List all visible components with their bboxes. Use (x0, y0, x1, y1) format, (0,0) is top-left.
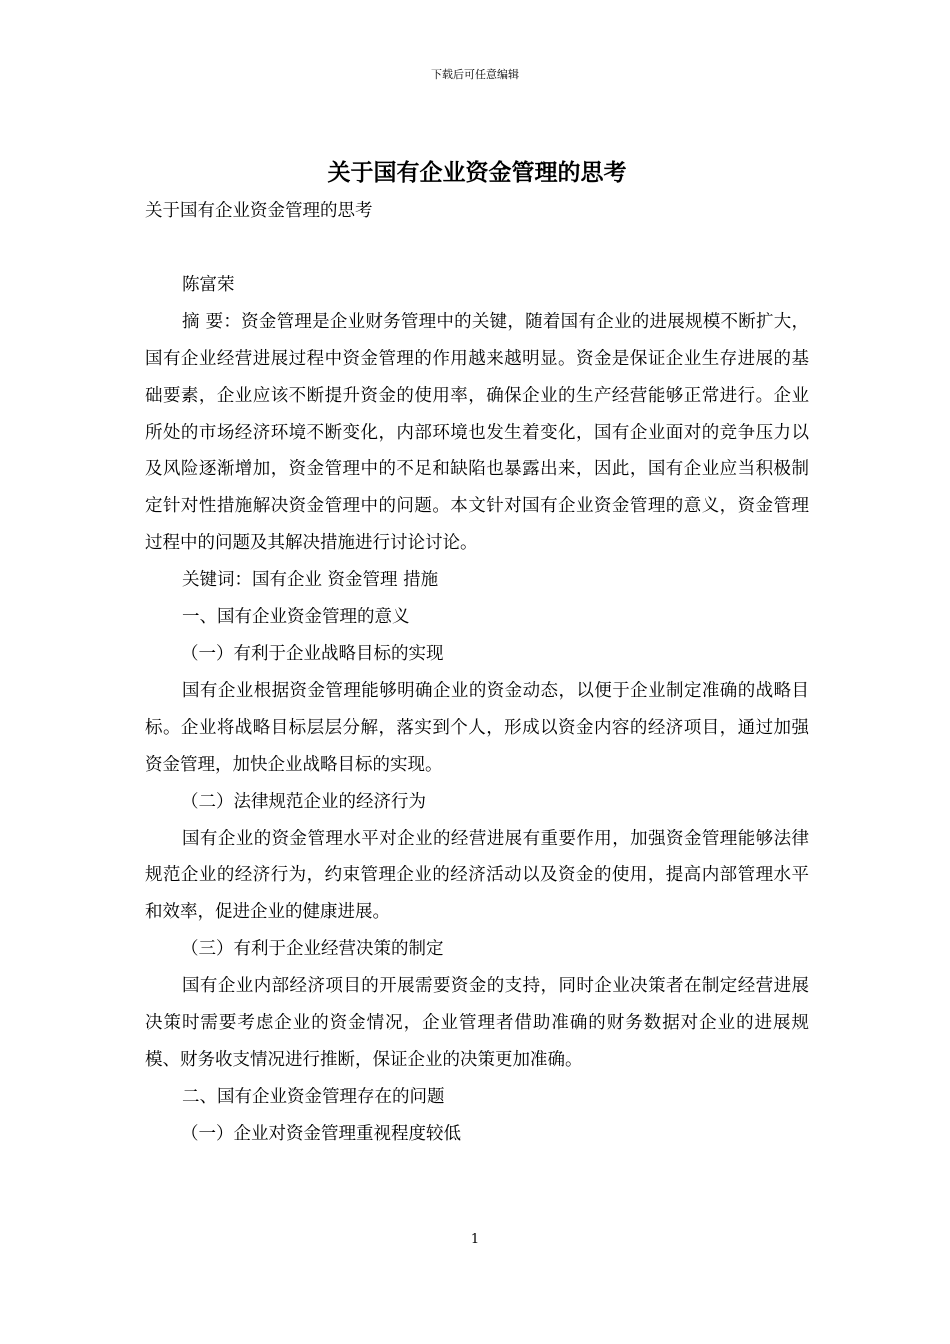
page-number: 1 (470, 1232, 480, 1247)
keywords-line: 关键词：国有企业 资金管理 措施 (182, 570, 439, 591)
section-heading-2: 二、国有企业资金管理存在的问题 (182, 1086, 445, 1107)
abstract-paragraph: 摘 要：资金管理是企业财务管理中的关键，随着国有企业的进展规模不断扩大，国有企业经营进展过程中资金管理的作用越来越明显。资金是保证企业生存进展的基础要素，企业应该不断提升资金的使用率，确保企业的生产经营能够正常进行。企业所处的市场经济环境不断变化，内部环境也发生着变化，国有企业面对的竞争压力以及风险逐渐增加，资金管理中的不足和缺陷也暴露出来，因此，国有企业应当积极制定针对性措施解决资金管理中的问题。本文针对国有企业资金管理的意义，资金管理过程中的问题及其解决措施进行讨论讨论。 (145, 311, 809, 554)
subsection-heading-1-3: （三）有利于企业经营决策的制定 (181, 939, 444, 960)
section-heading-1: 一、国有企业资金管理的意义 (182, 607, 410, 628)
subsection-heading-1-1: （一）有利于企业战略目标的实现 (181, 643, 444, 664)
document-subtitle: 关于国有企业资金管理的思考 (145, 201, 373, 221)
paragraph-1-3: 国有企业内部经济项目的开展需要资金的支持，同时企业决策者在制定经营进展决策时需要考虑企业的资金情况，企业管理者借助准确的财务数据对企业的进展规模、财务收支情况进行推断，保证企业的决策更加准确。 (145, 976, 809, 1070)
subsection-heading-2-1: （一）企业对资金管理重视程度较低 (181, 1123, 461, 1144)
author-name: 陈富荣 (182, 274, 235, 295)
header-note: 下载后可任意编辑 (431, 68, 519, 81)
subsection-heading-1-2: （二）法律规范企业的经济行为 (181, 791, 426, 812)
paragraph-1-1: 国有企业根据资金管理能够明确企业的资金动态，以便于企业制定准确的战略目标。企业将战略目标层层分解，落实到个人，形成以资金内容的经济项目，通过加强资金管理，加快企业战略目标的实现。 (145, 680, 809, 775)
paragraph-1-2: 国有企业的资金管理水平对企业的经营进展有重要作用，加强资金管理能够法律规范企业的经济行为，约束管理企业的经济活动以及资金的使用，提高内部管理水平和效率，促进企业的健康进展。 (145, 828, 809, 923)
document-body (145, 150, 809, 1153)
document-title: 关于国有企业资金管理的思考 (327, 159, 627, 186)
